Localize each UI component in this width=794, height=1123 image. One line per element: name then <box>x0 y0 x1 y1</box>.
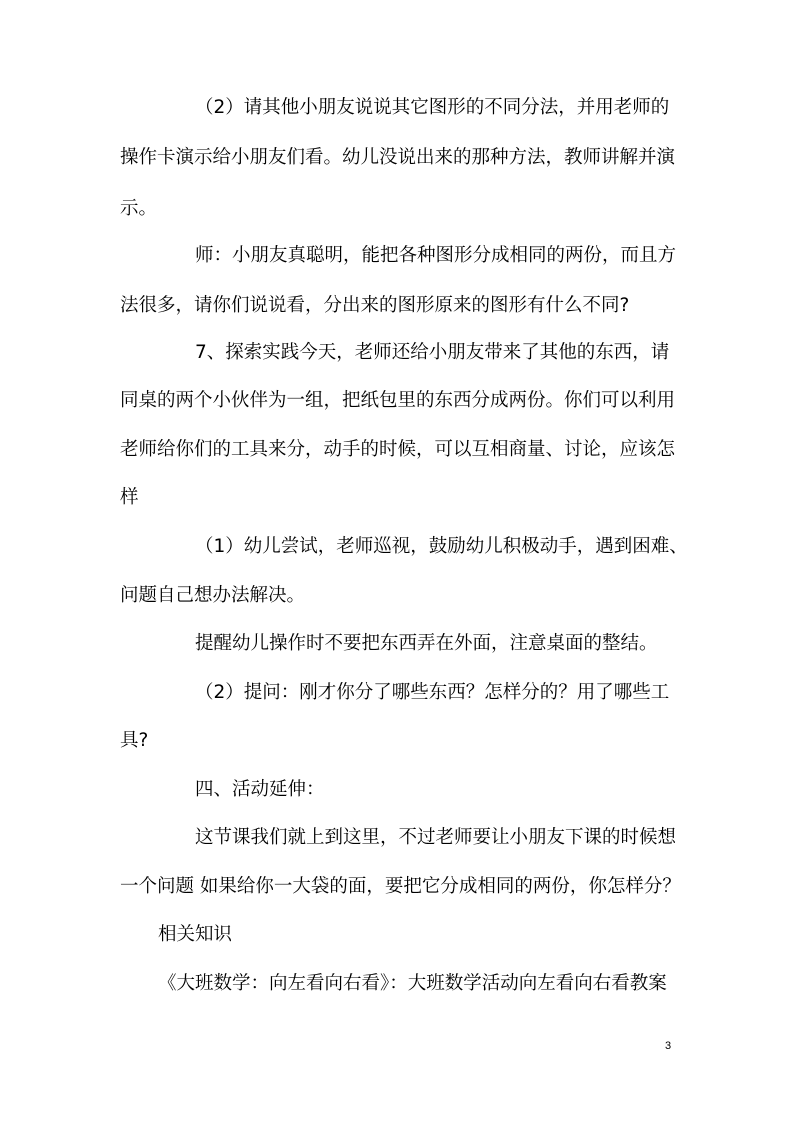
section-heading: 四、活动延伸： <box>195 779 325 800</box>
paragraph-line: 同桌的两个小伙伴为一组，把纸包里的东西分成两份。你们可以利用 <box>120 390 676 411</box>
paragraph-line: 7、探索实践今天，老师还给小朋友带来了其他的东西，请 <box>195 342 670 363</box>
page-number: 3 <box>665 1040 672 1052</box>
related-knowledge-heading: 相关知识 <box>158 924 233 945</box>
paragraph-line: 样 <box>120 487 139 508</box>
paragraph-line: 具? <box>120 730 149 751</box>
paragraph-line: 示。 <box>120 198 158 219</box>
paragraph-line: 问题自己想办法解决。 <box>120 585 306 606</box>
paragraph-line: 操作卡演示给小朋友们看。幼儿没说出来的那种方法，教师讲解并演 <box>120 147 676 168</box>
paragraph-line: 法很多，请你们说说看，分出来的图形原来的图形有什么不同? <box>120 295 630 316</box>
paragraph-line: 老师给你们的工具来分，动手的时候，可以互相商量、讨论，应该怎 <box>120 439 676 460</box>
paragraph-line: （1）幼儿尝试，老师巡视，鼓励幼儿积极动手，遇到困难、 <box>195 536 688 557</box>
paragraph-line: （2）提问：刚才你分了哪些东西？怎样分的？用了哪些工 <box>195 682 670 703</box>
paragraph-line: 师：小朋友真聪明，能把各种图形分成相同的两份，而且方 <box>195 245 677 266</box>
related-knowledge-link: 《大班数学：向左看向右看》：大班数学活动向左看向右看教案 <box>158 973 667 994</box>
paragraph-line: 一个问题 如果给你一大袋的面，要把它分成相同的两份，你怎样分？ <box>120 876 681 897</box>
paragraph-line: 提醒幼儿操作时不要把东西弄在外面，注意桌面的整结。 <box>195 633 658 654</box>
paragraph-line: （2）请其他小朋友说说其它图形的不同分法，并用老师的 <box>195 97 670 118</box>
paragraph-line: 这节课我们就上到这里，不过老师要让小朋友下课的时候想 <box>195 827 677 848</box>
